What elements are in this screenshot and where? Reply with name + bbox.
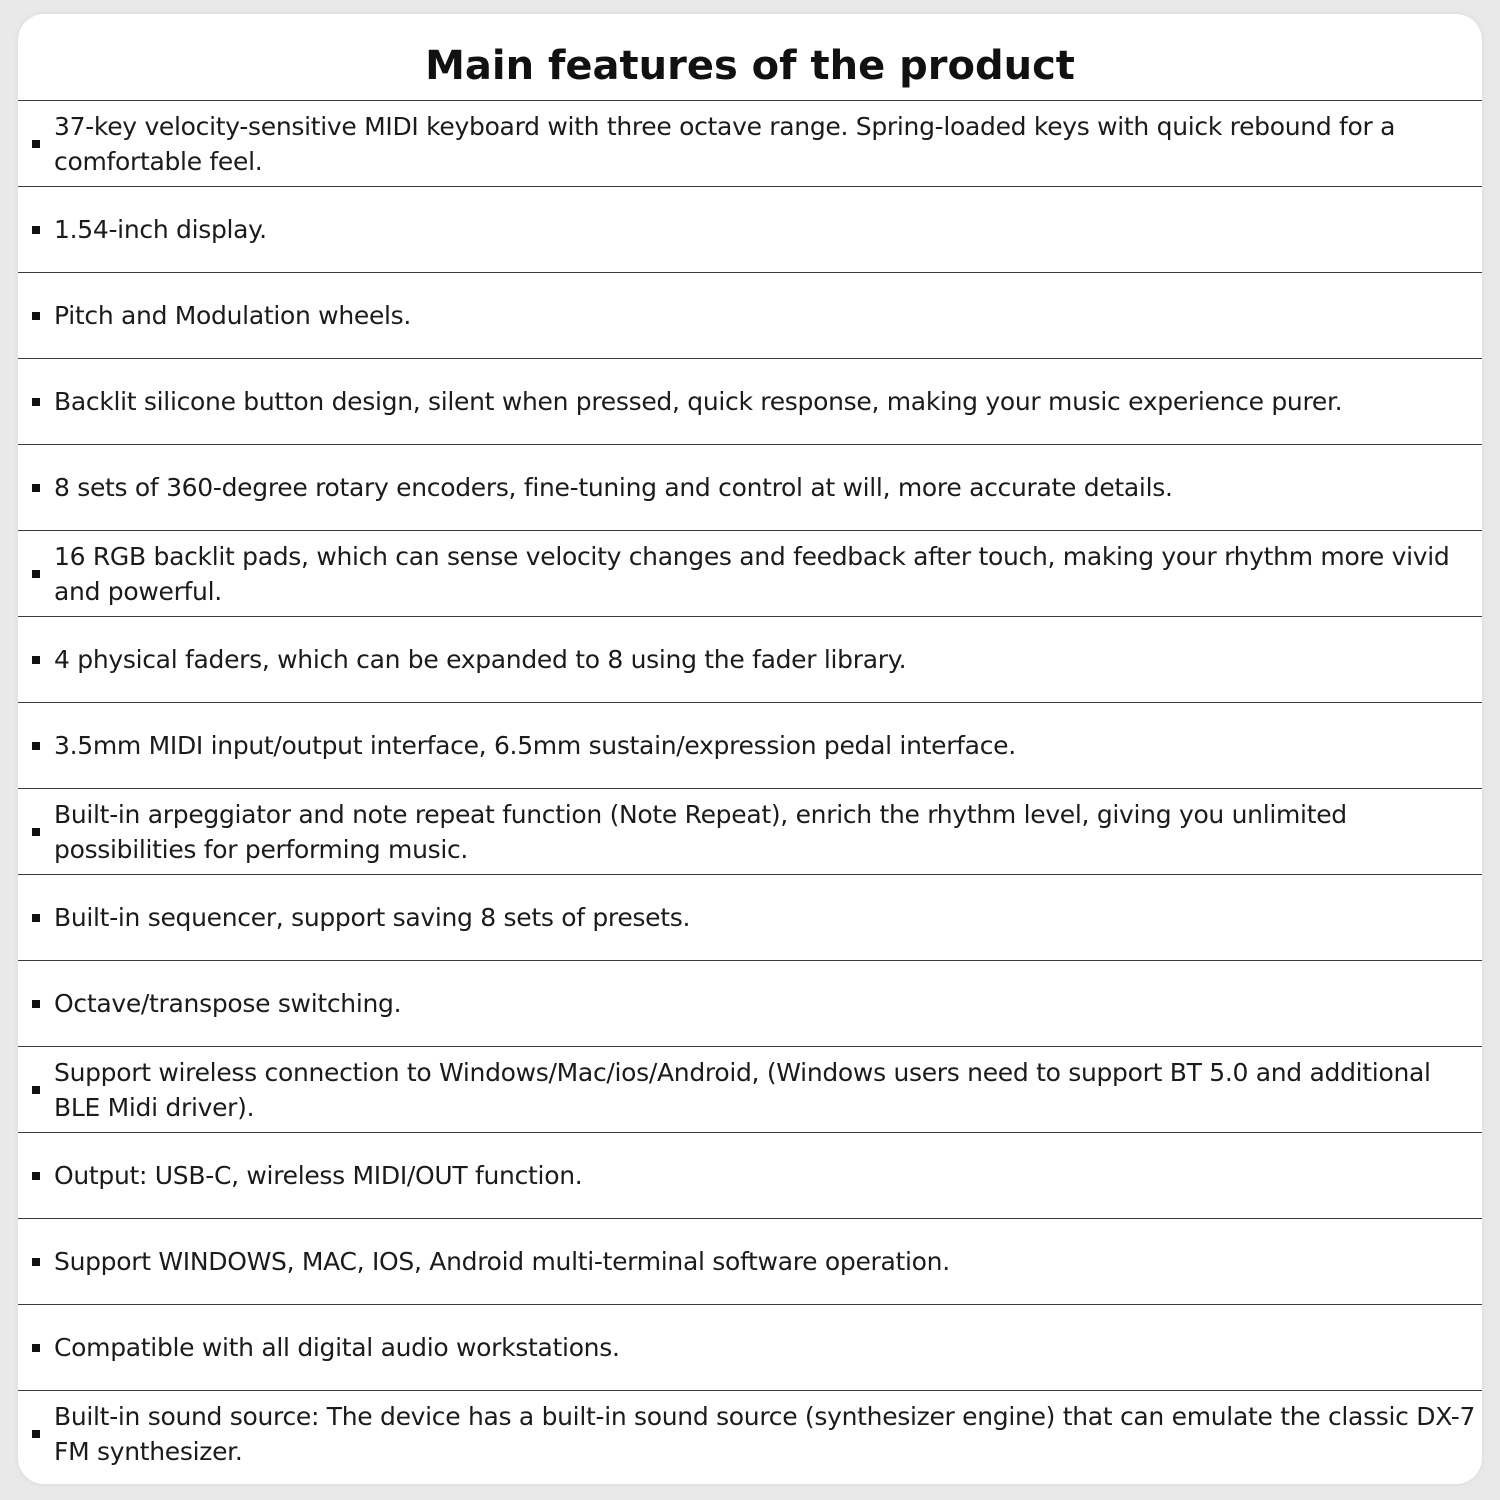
feature-text: Compatible with all digital audio workstations. — [54, 1333, 620, 1362]
list-item — [18, 100, 1482, 186]
feature-text: Octave/transpose switching. — [54, 989, 402, 1018]
list-item — [18, 444, 1482, 530]
square-bullet-icon — [32, 742, 40, 750]
feature-text: 4 physical faders, which can be expanded to 8 using the fader library. — [54, 645, 907, 674]
list-item — [18, 1218, 1482, 1304]
square-bullet-icon — [32, 312, 40, 320]
square-bullet-icon — [32, 656, 40, 664]
feature-text: Built-in sound source: The device has a built-in sound source (synthesizer engine) that can emulate the classic DX-7 FM synthesizer. — [54, 1401, 1476, 1466]
list-item — [18, 874, 1482, 960]
feature-text: 16 RGB backlit pads, which can sense velocity changes and feedback after touch, making your rhythm more vivid and powerful. — [54, 541, 1450, 606]
list-item — [18, 272, 1482, 358]
square-bullet-icon — [32, 570, 40, 578]
list-item — [18, 960, 1482, 1046]
page-title: Main features of the product — [425, 43, 1075, 89]
square-bullet-icon — [32, 1000, 40, 1008]
features-card — [18, 14, 1482, 1484]
feature-text: 8 sets of 360-degree rotary encoders, fine-tuning and control at will, more accurate details. — [54, 473, 1173, 502]
feature-list — [18, 100, 1482, 1476]
square-bullet-icon — [32, 226, 40, 234]
list-item — [18, 702, 1482, 788]
square-bullet-icon — [32, 1086, 40, 1094]
list-item — [18, 616, 1482, 702]
square-bullet-icon — [32, 828, 40, 836]
square-bullet-icon — [32, 1172, 40, 1180]
list-item — [18, 1304, 1482, 1390]
square-bullet-icon — [32, 1430, 40, 1438]
feature-text: Pitch and Modulation wheels. — [54, 301, 412, 330]
square-bullet-icon — [32, 1344, 40, 1352]
list-item — [18, 358, 1482, 444]
feature-text: Output: USB-C, wireless MIDI/OUT function. — [54, 1161, 583, 1190]
list-item — [18, 1132, 1482, 1218]
feature-text: Support wireless connection to Windows/Mac/ios/Android, (Windows users need to support BT 5.0 and additional BLE Midi driver). — [54, 1057, 1431, 1122]
feature-text: 3.5mm MIDI input/output interface, 6.5mm sustain/expression pedal interface. — [54, 731, 1016, 760]
feature-text: Backlit silicone button design, silent when pressed, quick response, making your music experience purer. — [54, 387, 1343, 416]
list-item — [18, 1390, 1482, 1476]
square-bullet-icon — [32, 398, 40, 406]
feature-text: Built-in arpeggiator and note repeat function (Note Repeat), enrich the rhythm level, giving you unlimited possibilities for performing music. — [54, 799, 1347, 864]
feature-text: 1.54-inch display. — [54, 215, 267, 244]
list-item — [18, 530, 1482, 616]
list-item — [18, 186, 1482, 272]
list-item — [18, 1046, 1482, 1132]
feature-text: Built-in sequencer, support saving 8 sets of presets. — [54, 903, 691, 932]
square-bullet-icon — [32, 1258, 40, 1266]
square-bullet-icon — [32, 484, 40, 492]
square-bullet-icon — [32, 140, 40, 148]
feature-text: 37-key velocity-sensitive MIDI keyboard with three octave range. Spring-loaded keys with quick rebound for a comfortable feel. — [54, 111, 1396, 176]
feature-text: Support WINDOWS, MAC, IOS, Android multi-terminal software operation. — [54, 1247, 950, 1276]
square-bullet-icon — [32, 914, 40, 922]
list-item — [18, 788, 1482, 874]
